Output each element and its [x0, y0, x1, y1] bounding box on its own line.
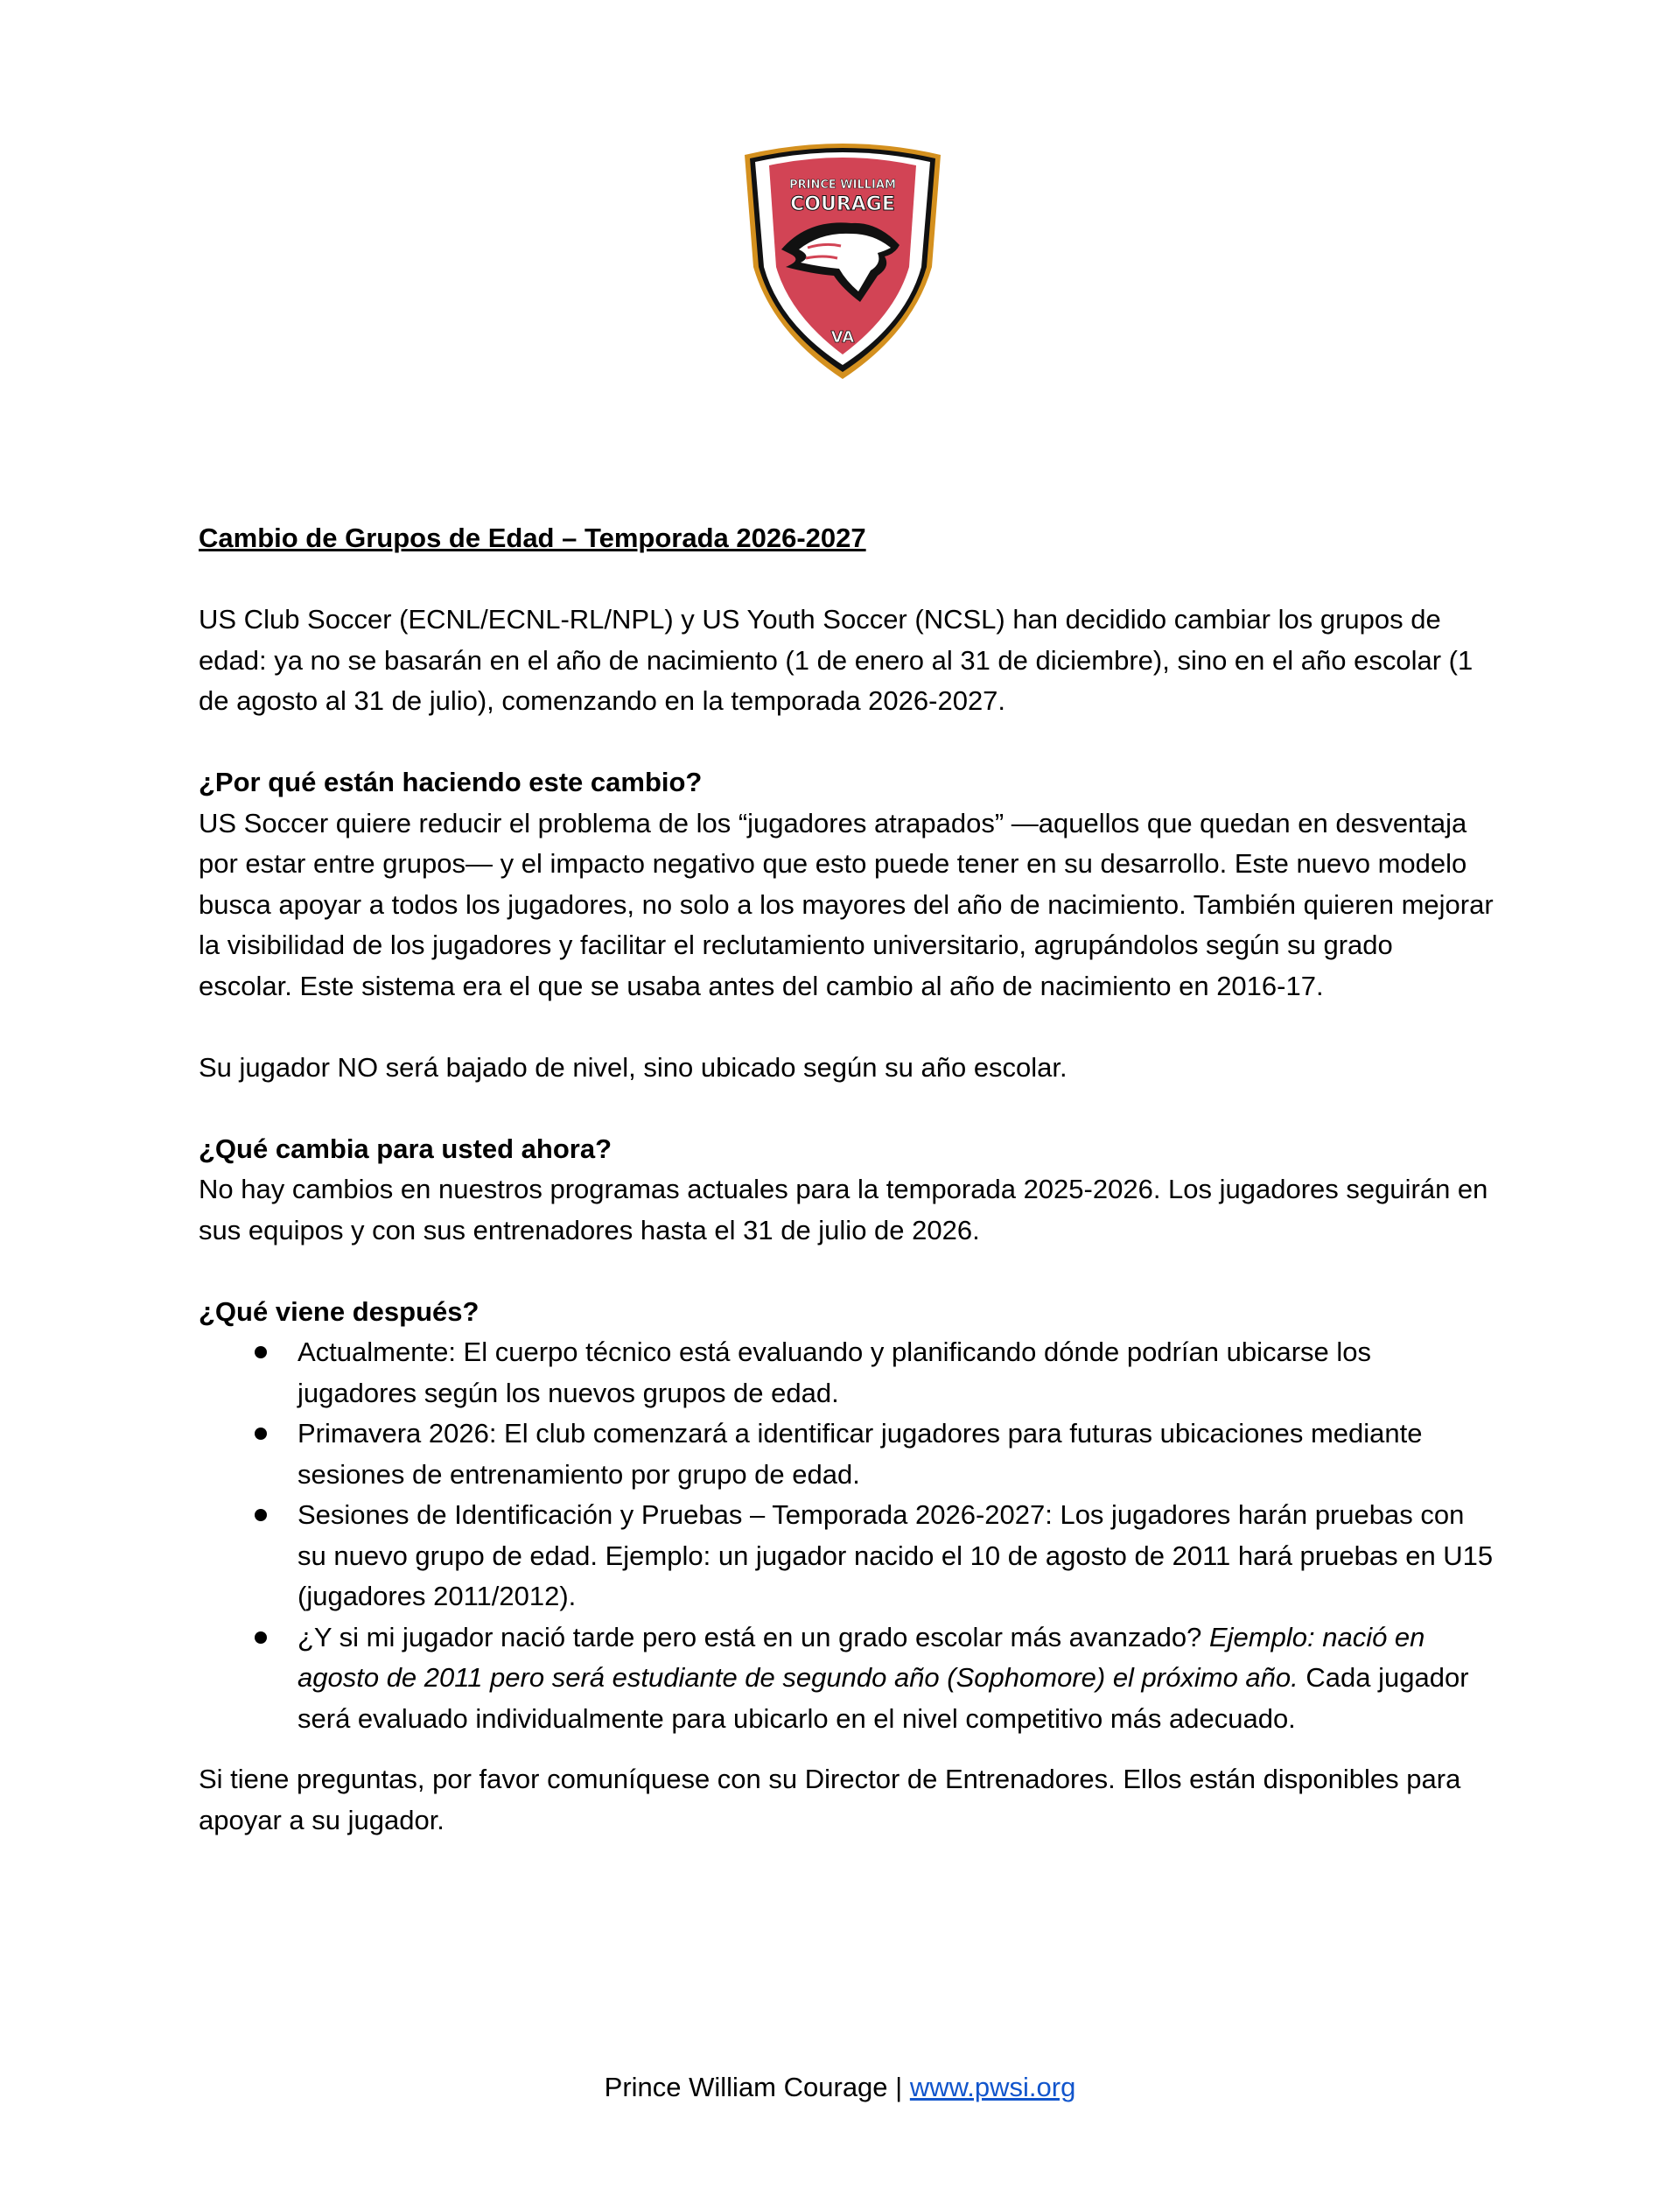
- why-heading: ¿Por qué están haciendo este cambio?: [199, 767, 703, 797]
- bullet-icon: [255, 1428, 267, 1440]
- svg-text:PRINCE WILLIAM: PRINCE WILLIAM: [789, 179, 896, 192]
- level-note: Su jugador NO será bajado de nivel, sino ubicado según su año escolar.: [199, 1051, 1068, 1083]
- svg-text:COURAGE: COURAGE: [790, 193, 895, 215]
- list-item: ¿Y si mi jugador nació tarde pero está en un grado escolar más avanzado? Ejemplo: nació en agosto de 2011 pero será estudiante de segundo año (Sophomore) el próximo año. Cada jugador será evaluado individualmente para ubicarlo en el nivel competitivo más adecuado.: [199, 1617, 1494, 1740]
- svg-text:VA: VA: [830, 328, 855, 347]
- example-italic: Ejemplo: nació en agosto de 2011 pero será estudiante de segundo año (Sophomore) el próximo año.: [298, 1621, 1425, 1693]
- bullet-icon: [255, 1631, 267, 1644]
- bullet-icon: [255, 1346, 267, 1358]
- intro-paragraph: US Club Soccer (ECNL/ECNL-RL/NPL) y US Youth Soccer (NCSL) han decidido cambiar los grupos de edad: ya no se basarán en el año de nacimiento (1 de enero al 31 de diciembre), sino en el año escolar (1 de agosto al 31 de julio), comenzando en la temporada 2026-2027.: [199, 604, 1474, 716]
- page-footer: [0, 2067, 1680, 2108]
- next-steps-list: [199, 1332, 1494, 1739]
- website-link[interactable]: www.pwsi.org: [909, 2072, 1076, 2102]
- now-heading: ¿Qué cambia para usted ahora?: [199, 1133, 612, 1164]
- document-body: [199, 518, 1494, 1841]
- why-paragraph: US Soccer quiere reducir el problema de los “jugadores atrapados” —aquellos que quedan en desventaja por estar entre grupos— y el impacto negativo que esto puede tener en su desarrollo. Este nuevo modelo busca apoyar a todos los jugadores, no solo a los mayores del año de nacimiento. También quieren mejorar la visibilidad de los jugadores y facilitar el reclutamiento universitario, agrupándolos según su grado escolar. Este sistema era el que se usaba antes del cambio al año de nacimiento en 2016-17.: [199, 807, 1494, 1001]
- list-item: Actualmente: El cuerpo técnico está evaluando y planificando dónde podrían ubicarse los jugadores según los nuevos grupos de edad.: [199, 1332, 1494, 1414]
- club-crest-logo: [738, 136, 948, 381]
- now-paragraph: No hay cambios en nuestros programas actuales para la temporada 2025-2026. Los jugadores seguirán en sus equipos y con sus entrenadores hasta el 31 de julio de 2026.: [199, 1174, 1488, 1245]
- list-item: Primavera 2026: El club comenzará a identificar jugadores para futuras ubicaciones mediante sesiones de entrenamiento por grupo de edad.: [199, 1414, 1494, 1495]
- next-heading: ¿Qué viene después?: [199, 1295, 480, 1327]
- list-item: Sesiones de Identificación y Pruebas – Temporada 2026-2027: Los jugadores harán pruebas con su nuevo grupo de edad. Ejemplo: un jugador nacido el 10 de agosto de 2011 hará pruebas en U15 (jugadores 2011/2012).: [199, 1495, 1494, 1617]
- bullet-icon: [255, 1509, 267, 1521]
- closing-paragraph: Si tiene preguntas, por favor comuníquese con su Director de Entrenadores. Ellos están disponibles para apoyar a su jugador.: [199, 1764, 1461, 1835]
- document-title: Cambio de Grupos de Edad – Temporada 2026-2027: [199, 523, 866, 553]
- footer-org: Prince William Courage |: [604, 2072, 910, 2102]
